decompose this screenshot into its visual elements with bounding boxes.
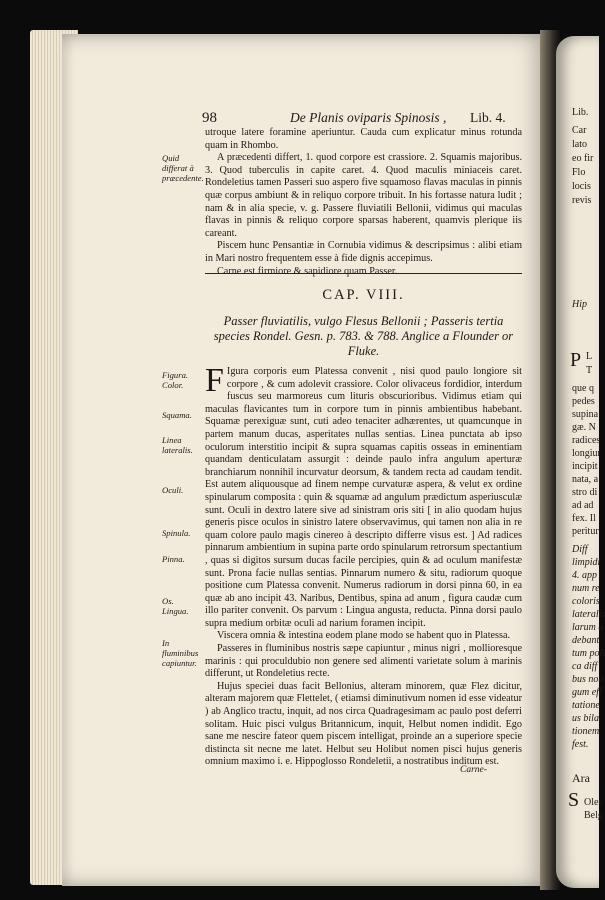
running-title: De Planis oviparis Spinosis , [290,110,447,125]
facing-line: us bila [572,713,599,724]
facing-line: Ara [572,771,590,785]
facing-line: ca diff [572,661,598,672]
facing-line: Diff [572,544,588,555]
facing-line: eo fir [572,153,594,164]
facing-line: lateralis [572,609,605,620]
facing-line: ad ad [572,500,594,511]
paragraph: Piscem hunc Pensantiæ in Cornubia vidimus & descripsimus : alibi etiam in Mari nostro frequentem esse à fide dignis accepimus. [205,240,522,264]
facing-line: revis [572,195,592,206]
facing-line: nata, a [572,474,599,485]
facing-line: larum a [572,622,604,633]
facing-line: coloris [572,596,600,607]
facing-line: longiur [572,448,601,459]
facing-line: num re [572,583,600,594]
chapter-heading: CAP. VIII. [322,287,405,303]
facing-line: Olea [584,797,603,808]
facing-line: T [586,365,593,376]
margin-note: Pinna. [162,554,185,564]
facing-line: incipit [572,461,598,472]
facing-line: tionem [572,726,600,737]
facing-line: lato [572,139,587,150]
chapter-title: Passer fluviatilis, vulgo Flesus Bellonii ; Passeris tertia species Rondel. Gesn. p. 783. & 788. Anglice a Flounder or Fluke. [213,314,514,358]
facing-line: peritur [572,526,599,537]
paragraph: utroque latere foramine aperiuntur. Cauda cum explicatur minus rotunda quam in Rhombo. [205,127,522,151]
facing-line: Lib. [572,107,589,118]
facing-line: tatione [572,700,600,711]
facing-line: que q [572,383,594,394]
facing-line: Car [572,125,587,136]
drop-cap: F [205,362,224,399]
paragraph: Passeres in fluminibus nostris sæpe capiuntur , minus nigri , mollioresque marinis : qui proculdubio non genere sed alimenti varietate solum à marinis differunt, ut Rondeletius recte. [205,643,522,680]
facing-dropcap: P [570,349,582,371]
running-head [135,110,525,128]
facing-line: bus non [572,674,604,685]
book-number: Lib. 4. [470,110,506,125]
margin-note: Lingua. [162,606,189,616]
facing-line: stro di [572,487,598,498]
paragraph: Viscera omnia & intestina eodem plane modo se habent quo in Platessa. [217,630,511,642]
facing-line: fex. Il [572,513,596,524]
facing-line: Flo [572,167,586,178]
facing-line: tum poll [572,648,605,659]
facing-line: supina [572,409,599,420]
margin-note: Squama. [162,410,192,420]
top-section [205,127,522,278]
margin-note: Quid differat à præcedente. [162,153,204,183]
margin-note: Figura. [162,370,189,380]
margin-note: Linea lateralis. [162,435,193,455]
paragraph: Carne est firmiore & sapidiore quam Passer. [217,265,398,277]
catchword: Carne- [460,765,487,775]
facing-dropcap: S [568,789,580,811]
facing-line: gum eff [572,687,602,698]
page-number: 98 [202,110,217,126]
facing-page [556,36,605,888]
facing-line: fest. [572,739,589,750]
margin-note: Color. [162,380,184,390]
paragraph-text: Igura corporis eum Platessa convenit , nisi quod paulo longiore sit corpore , & cum adolevit crassiore. Color olivaceus fordidior, interdum fuscus seu marmoreus cum lituris obscurioribus. Vidimus etiam qui maculas flavicantes tum in corpore tum in pinnis ambientibus habebant. Squamæ perexiguæ sunt, cuti adeo tenaciter adhærentes, ut quamcunque in partem manum ducas, asperitates nullas sentias. Linea punctata ab ipso oculorum interstitio incipit & supra squamas capitis osseas in eminentiam quandam denticulatam assurgit : deinde paulo infra angulum aperturæ branchiarum nonnihil incurvatur deorsum, & tandem recta ad caudam tendit. Est autem aliquousque ad finem nempe curvaturæ aspera, & velut ex ordine spinularum composita : quin & squamæ ad angulum prædictum asperiusculæ sunt. Oculi in dextro latere sive ad sinistram oris siti [ in alio quodam hujus generis pisce oculos in sinistro latere observavimus, qui tamen non alia in re quam colore paulo magis cinereo à descripto differre visus est. ] Ad radices pinnarum ambientium in supina parte ordo spinularum retrorsum spectantium , quas si digitos sursum ducas facile percipies, quin & ad oculum manifestæ sunt. Prona facie nullas sentias. Pinnarum numero & situ, radiorum quoque positione cum Platessa convenit. Numerus radiorum in dorsi pinna 60, in ea quæ ab ano incipit 43. Naribus, Dentibus, spina ad anum , figura caudæ cum illo pariter convenit. Os parvum : Lingua angusta, reducta. Pinna dorsi paulo supra medium orbitæ oculi ad narium foramen incipit. [205,366,522,629]
facing-line: radices [572,435,601,446]
paragraph [205,362,522,630]
main-text [205,362,522,769]
margin-note: Oculi. [162,485,184,495]
section-rule [205,273,522,274]
paragraph: A præcedenti differt, 1. quod corpore est crassiore. 2. Squamis majoribus. 3. Quod tuberculis in capite caret. 4. Quod maculis miniaceis caret. Rondeletius tamen Passeri suo aspero five squamoso flavas maculas in pinnis quæ corpus ambiunt & in reliquo corpore tribuit. In his fortasse natura ludit ; nam & in alia specie, v. g. Passere fluviatili Bellonii, vidimus qui maculas flavas in pinnis & reliquo corpore sparsas haberent, quamvis plerique iis careant. [205,152,522,239]
facing-line: locis [572,181,591,192]
facing-line: Belg [584,810,603,821]
facing-line: limpidi [572,557,601,568]
margin-note: Spinula. [162,528,191,538]
facing-line: L [586,351,593,362]
facing-line: Hip [572,299,587,310]
margin-note: In fluminibus capiuntur. [162,638,199,668]
facing-line: 4. app [572,570,597,581]
facing-line: pedes [572,396,595,407]
facing-line: debant [572,635,600,646]
facing-line: gæ. N [572,422,596,433]
paragraph: Hujus speciei duas facit Bellonius, alteram minorem, quæ Flez dicitur, alteram majorem quæ Flettelet, ( etiamsi diminutivum nomen id esse videatur ) ab Anglico tractu, inquit, ad nos circa Quadragesimam ac paulo post deferri solitam. Huic pisci vulgus Britannicum, inquit, Helbut nomen indidit. Ego sane me nescire fateor quem piscem intelligat, proinde an a superiore specie distincta sit necne me latet. Helbut seu Holibut nomen pisci hujus generis omnium maximo i. e. Hippoglosso Rondeletii, a nostratibus inditum est. [205,680,522,768]
margin-note: Os. [162,596,174,606]
